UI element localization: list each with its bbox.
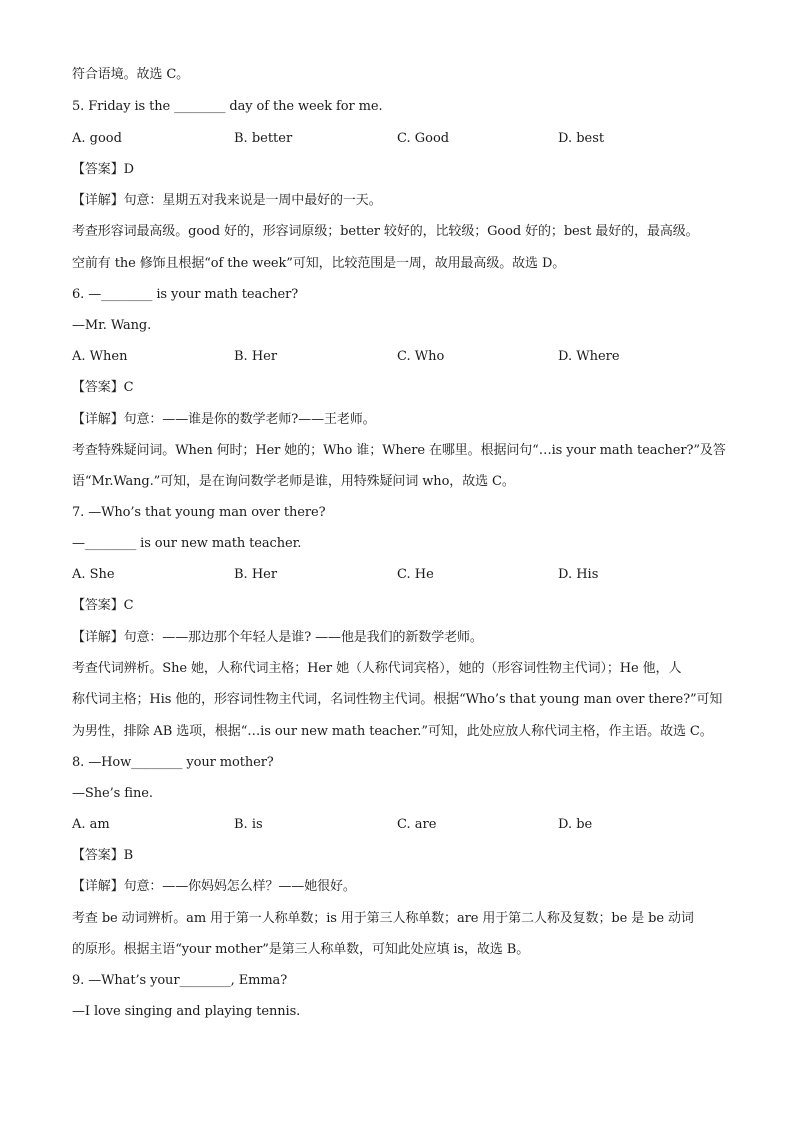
question-7-stem: 7. —Who’s that young man over there? xyxy=(72,505,326,520)
option-c: C. are xyxy=(397,817,437,832)
option-b: B. Her xyxy=(234,567,278,582)
explanation-line: 【详解】句意：——那边那个年轻人是谁? ——他是我们的新数学老师。 xyxy=(72,630,483,645)
option-a: A. She xyxy=(72,567,115,582)
answer-line: 【答案】D xyxy=(72,162,134,177)
explanation-line: 的原形。根据主语“your mother”是第三人称单数，可知此处应填 is，故选 B。 xyxy=(72,942,530,957)
option-b: B. better xyxy=(234,131,293,146)
text-line: 符合语境。故选 C。 xyxy=(72,67,190,82)
option-a: A. good xyxy=(72,131,122,146)
explanation-line: 称代词主格；His 他的，形容词性物主代词，名词性物主代词。根据“Who’s that young man over there?”可知 xyxy=(72,692,723,707)
option-b: B. Her xyxy=(234,349,278,364)
question-6-stem: 6. —________ is your math teacher? xyxy=(72,287,299,302)
option-d: D. best xyxy=(558,131,605,146)
option-d: D. Where xyxy=(558,349,620,364)
answer-line: 【答案】C xyxy=(72,598,134,613)
question-7-options xyxy=(72,566,732,584)
explanation-line: 语“Mr.Wang.”可知，是在询问数学老师是谁，用特殊疑问词 who，故选 C。 xyxy=(72,474,515,489)
explanation-line: 考查特殊疑问词。When 何时；Her 她的；Who 谁；Where 在哪里。根据问句“…is your math teacher?”及答 xyxy=(72,443,726,458)
answer-line: 【答案】C xyxy=(72,380,134,395)
question-8-reply: —She’s fine. xyxy=(72,786,153,801)
option-b: B. is xyxy=(234,817,263,832)
question-8-stem: 8. —How________ your mother? xyxy=(72,755,274,770)
option-d: D. be xyxy=(558,817,593,832)
explanation-line: 为男性，排除 AB 选项，根据“…is our new math teacher.”可知，此处应放人称代词主格，作主语。故选 C。 xyxy=(72,724,713,739)
option-c: C. Who xyxy=(397,349,445,364)
option-a: A. am xyxy=(72,817,110,832)
question-9-reply: —I love singing and playing tennis. xyxy=(72,1004,301,1019)
question-5-options xyxy=(72,130,732,148)
explanation-line: 空前有 the 修饰且根据“of the week”可知，比较范围是一周，故用最高级。故选 D。 xyxy=(72,256,566,271)
explanation-line: 考查形容词最高级。good 好的，形容词原级；better 较好的，比较级；Good 好的；best 最好的，最高级。 xyxy=(72,224,699,239)
explanation-line: 【详解】句意：——你妈妈怎么样？——她很好。 xyxy=(72,879,356,894)
explanation-line: 【详解】句意：——谁是你的数学老师?——王老师。 xyxy=(72,412,376,427)
question-7-reply: —________ is our new math teacher. xyxy=(72,536,302,551)
explanation-line: 考查 be 动词辨析。am 用于第一人称单数；is 用于第三人称单数；are 用于第二人称及复数；be 是 be 动词 xyxy=(72,911,694,926)
question-6-options xyxy=(72,348,732,366)
question-6-reply: —Mr. Wang. xyxy=(72,318,152,333)
question-5-stem: 5. Friday is the ________ day of the week for me. xyxy=(72,99,383,114)
question-8-options xyxy=(72,816,732,834)
explanation-line: 考查代词辨析。She 她，人称代词主格；Her 她（人称代词宾格），她的（形容词性物主代词）；He 他，人 xyxy=(72,661,682,676)
question-9-stem: 9. —What’s your________, Emma? xyxy=(72,973,288,988)
answer-line: 【答案】B xyxy=(72,848,134,863)
option-c: C. Good xyxy=(397,131,450,146)
option-a: A. When xyxy=(72,349,128,364)
option-c: C. He xyxy=(397,567,434,582)
explanation-line: 【详解】句意：星期五对我来说是一周中最好的一天。 xyxy=(72,193,382,208)
option-d: D. His xyxy=(558,567,599,582)
